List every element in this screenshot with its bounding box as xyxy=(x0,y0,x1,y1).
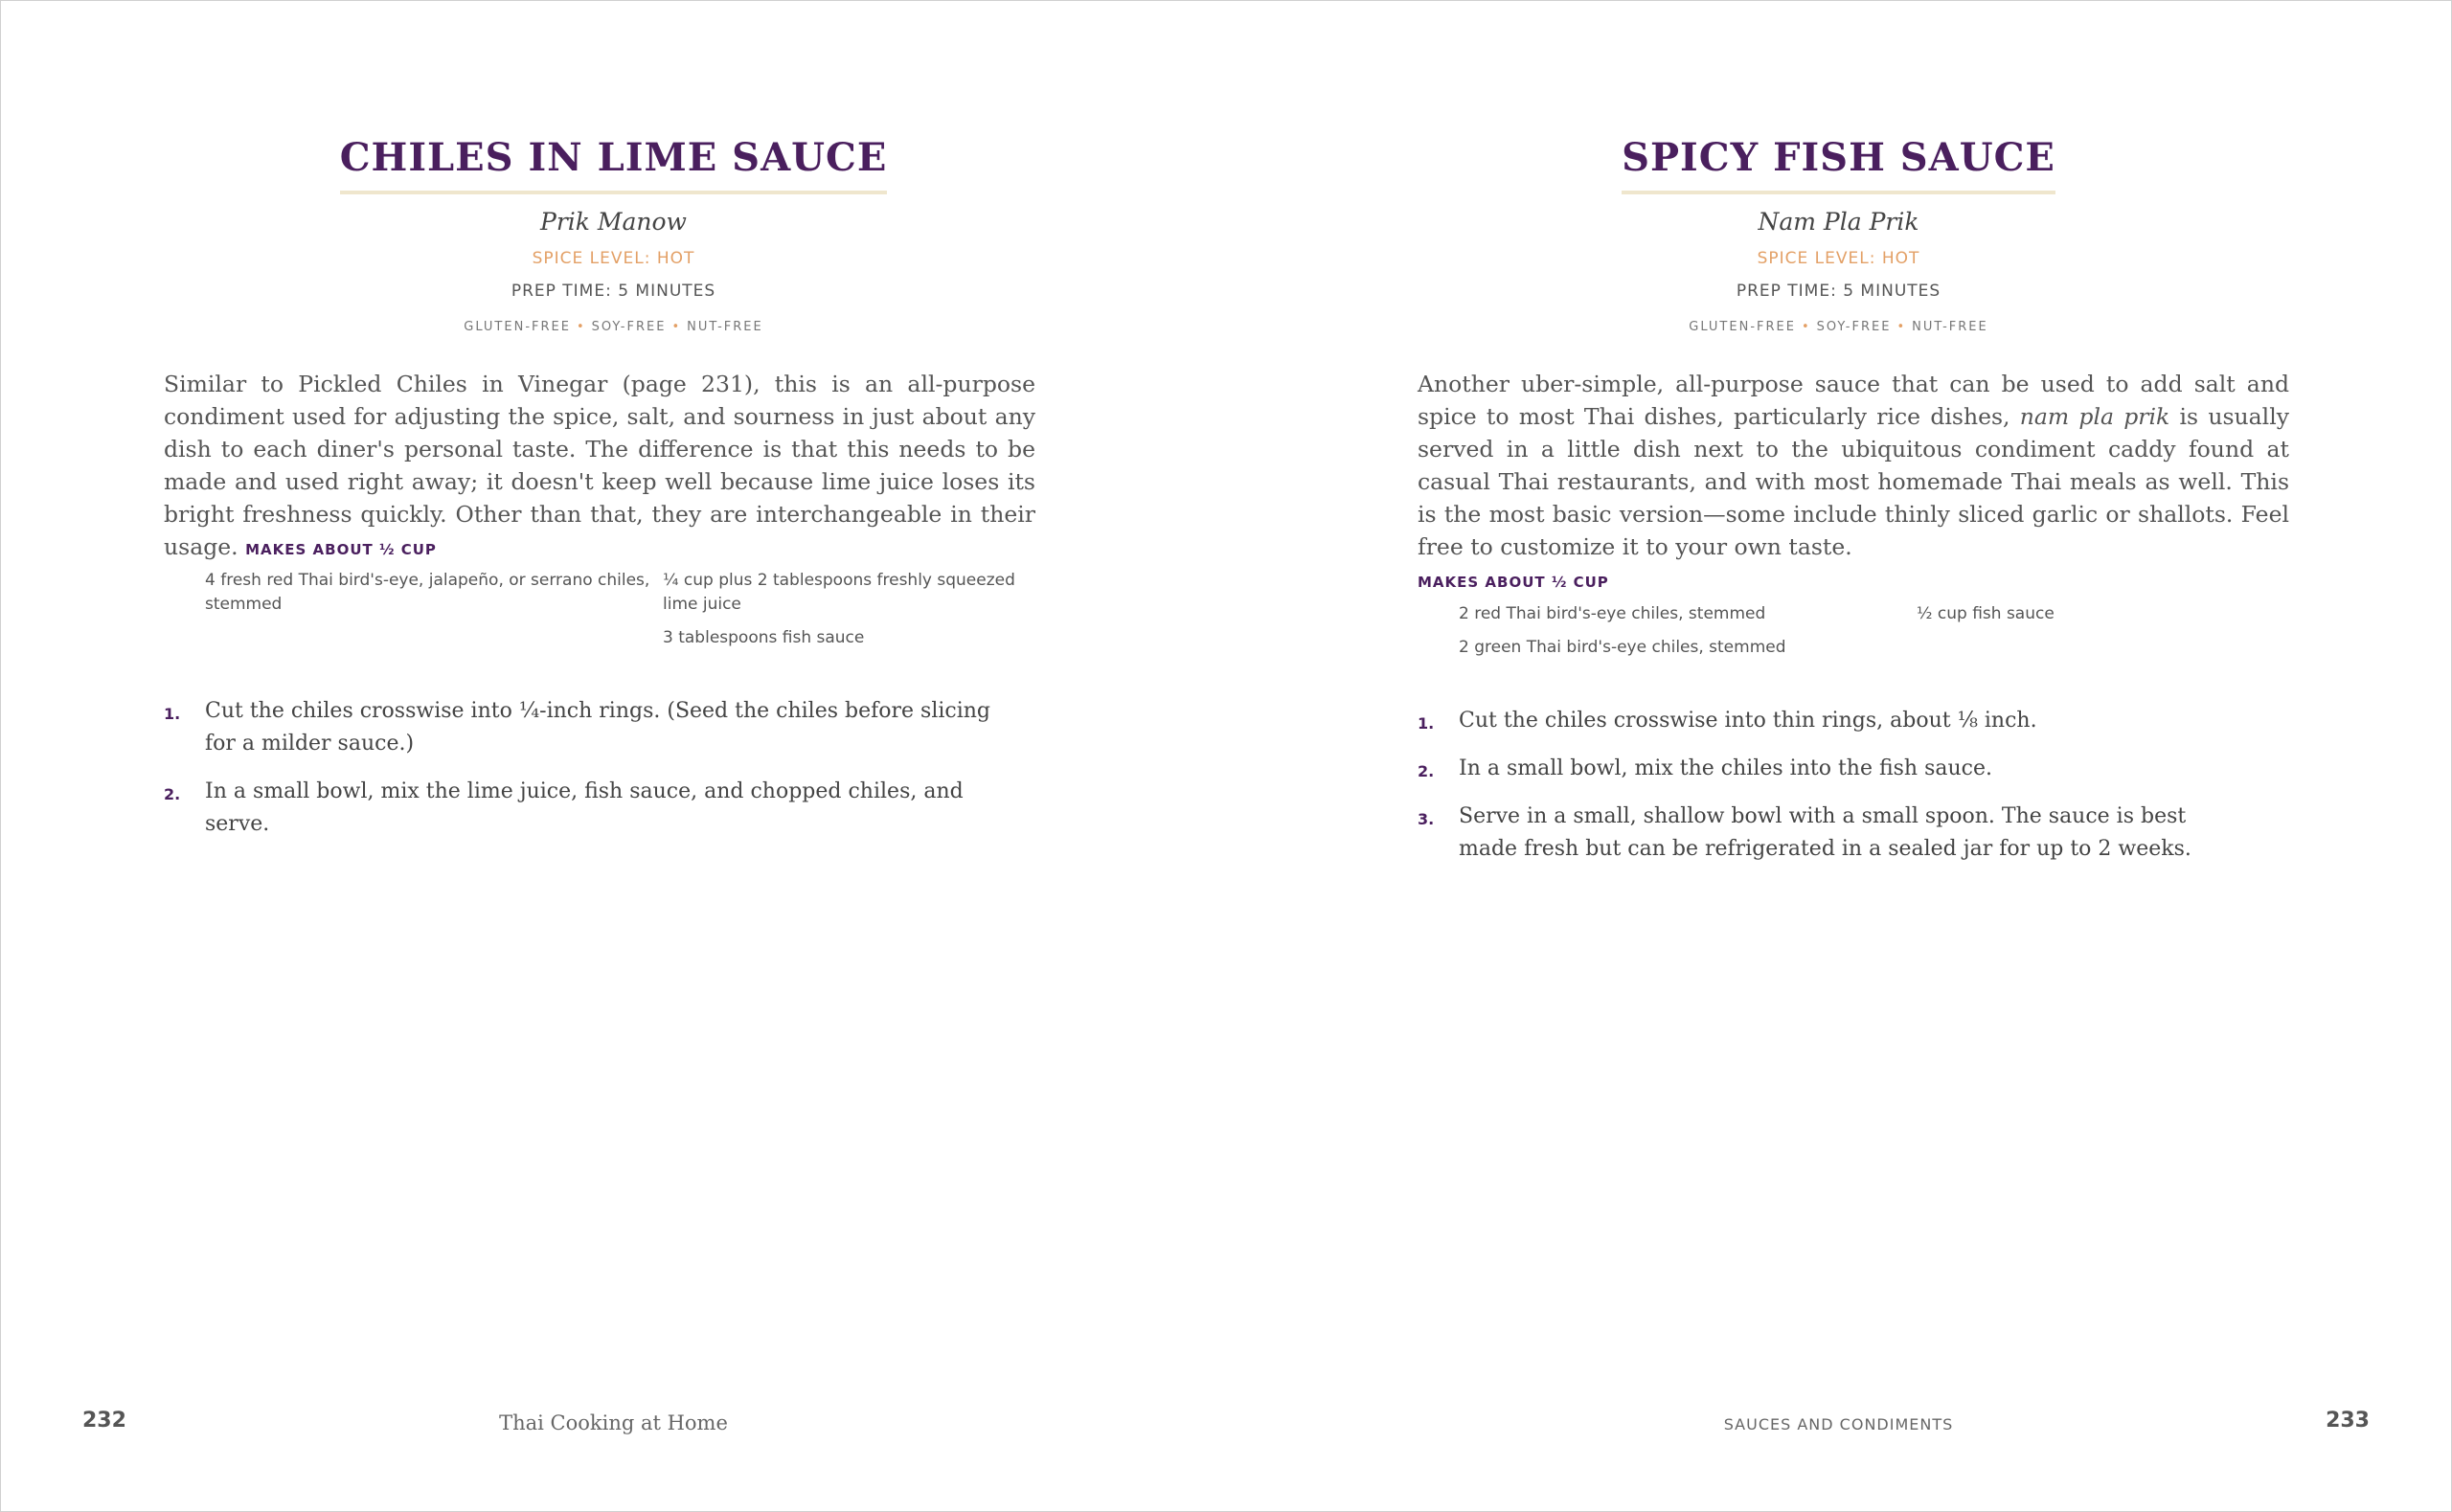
recipe-title: CHILES IN LIME SAUCE xyxy=(340,137,888,194)
step-number: 1. xyxy=(1418,714,1435,733)
method-step xyxy=(1418,801,2251,866)
ingredient-item: ¼ cup plus 2 tablespoons freshly squeezed lime juice xyxy=(663,571,1015,614)
ingredient-item: 4 fresh red Thai bird's-eye, jalapeño, or serrano chiles, stemmed xyxy=(205,571,650,614)
running-head: SAUCES AND CONDIMENTS xyxy=(1723,1415,1954,1433)
bullet-icon: • xyxy=(1896,320,1907,334)
recipe-title: SPICY FISH SAUCE xyxy=(1622,137,2055,194)
intro-text: is usually served in a little dish next to the ubiquitous condiment caddy found at casual Thai restaurants, and with most homemade Thai meals as well. This is the most basic version—some include thinly sliced garlic or shallots. Feel free to customize it to your own taste. xyxy=(1418,403,2289,560)
method-step xyxy=(1418,753,2251,785)
intro-italic: nam pla prik xyxy=(2019,403,2170,430)
diet-tags xyxy=(1,320,1226,334)
diet-tag: NUT-FREE xyxy=(687,320,763,334)
prep-time: PREP TIME: 5 MINUTES xyxy=(1736,282,1941,301)
recipe-header xyxy=(1226,137,2451,334)
yield-label: MAKES ABOUT ½ CUP xyxy=(1418,574,1609,591)
intro-text: Similar to Pickled Chiles in Vinegar (page 231), this is an all-purpose condiment used for adjusting the spice, salt, and sourness in just about any dish to each diner's personal taste. The difference is that this needs to be made and used right away; it doesn't keep well because lime juice loses its bright freshness quickly. Other than that, they are interchangeable in their usage. xyxy=(164,371,1035,560)
recipe-subtitle: Nam Pla Prik xyxy=(1758,208,1919,236)
step-text: Serve in a small, shallow bowl with a small spoon. The sauce is best made fresh but can be refrigerated in a sealed jar for up to 2 weeks. xyxy=(1459,804,2191,861)
prep-time: PREP TIME: 5 MINUTES xyxy=(511,282,716,301)
ingredient-column xyxy=(663,569,1046,650)
right-page xyxy=(1226,1,2451,1511)
running-head: Thai Cooking at Home xyxy=(499,1411,728,1434)
recipe-header xyxy=(1,137,1226,334)
ingredient-list xyxy=(205,569,1046,650)
ingredient-item: 3 tablespoons fish sauce xyxy=(663,628,865,647)
diet-tag: SOY-FREE xyxy=(1816,320,1892,334)
step-text: In a small bowl, mix the chiles into the fish sauce. xyxy=(1459,756,1993,780)
step-number: 2. xyxy=(164,785,181,803)
bullet-icon: • xyxy=(671,320,682,334)
method-step xyxy=(164,695,997,760)
diet-tag: SOY-FREE xyxy=(591,320,667,334)
page-number: 233 xyxy=(2326,1409,2370,1433)
step-number: 3. xyxy=(1418,810,1435,828)
ingredient-column xyxy=(205,569,663,650)
yield-label: MAKES ABOUT ½ CUP xyxy=(245,541,437,558)
spice-level: SPICE LEVEL: HOT xyxy=(1757,249,1920,268)
ingredient-item: ½ cup fish sauce xyxy=(1917,604,2055,623)
diet-tags xyxy=(1226,320,2451,334)
method-step xyxy=(164,776,997,841)
method-steps xyxy=(1418,705,2251,881)
method-step xyxy=(1418,705,2251,737)
diet-tag: NUT-FREE xyxy=(1912,320,1988,334)
step-number: 2. xyxy=(1418,762,1435,780)
step-text: Cut the chiles crosswise into ¼-inch rings. (Seed the chiles before slicing for a milder sauce.) xyxy=(205,699,991,756)
recipe-intro xyxy=(1418,368,2289,598)
ingredient-list xyxy=(1459,602,2300,660)
bullet-icon: • xyxy=(576,320,586,334)
left-page xyxy=(1,1,1226,1511)
ingredient-column xyxy=(1459,602,1917,660)
step-text: Cut the chiles crosswise into thin rings, about ⅛ inch. xyxy=(1459,709,2037,733)
spice-level: SPICE LEVEL: HOT xyxy=(532,249,695,268)
ingredient-column xyxy=(1917,602,2300,660)
bullet-icon: • xyxy=(1801,320,1811,334)
intro-text: Another uber-simple, all-purpose sauce that can be used to add salt and spice to most Thai dishes, particularly rice dishes, xyxy=(1418,371,2289,430)
method-steps xyxy=(164,695,997,856)
ingredient-item: 2 green Thai bird's-eye chiles, stemmed xyxy=(1459,638,1786,657)
step-number: 1. xyxy=(164,705,181,723)
diet-tag: GLUTEN-FREE xyxy=(464,320,571,334)
diet-tag: GLUTEN-FREE xyxy=(1689,320,1796,334)
recipe-intro xyxy=(164,368,1035,566)
ingredient-item: 2 red Thai bird's-eye chiles, stemmed xyxy=(1459,604,1766,623)
step-text: In a small bowl, mix the lime juice, fish sauce, and chopped chiles, and serve. xyxy=(205,779,964,836)
page-number: 232 xyxy=(82,1409,126,1433)
recipe-subtitle: Prik Manow xyxy=(540,208,687,236)
